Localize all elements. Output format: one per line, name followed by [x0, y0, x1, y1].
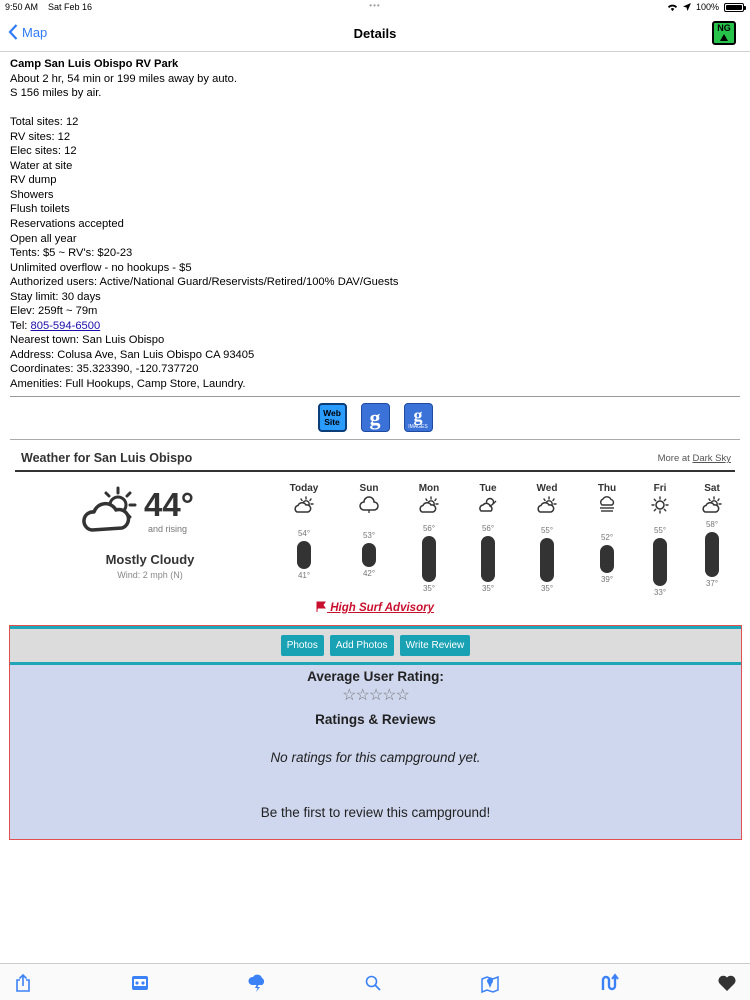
forecast-high: 55° — [653, 526, 667, 536]
forecast-day-name: Today — [289, 483, 319, 494]
first-review-prompt: Be the first to review this campground! — [260, 805, 491, 820]
navigation-bar — [0, 16, 750, 52]
weather-advisory-link[interactable] — [0, 601, 750, 614]
google-images-label: IMAGES — [408, 423, 428, 430]
forecast-day-name: Fri — [653, 483, 667, 494]
forecast-day-name: Wed — [536, 483, 558, 494]
forecast-temp-range-bar — [362, 543, 376, 567]
forecast-temp-range-bar — [705, 532, 719, 577]
page-title: Details — [353, 26, 397, 41]
status-bar — [0, 0, 750, 16]
forecast-temp-range-bar — [297, 541, 311, 569]
weather-header — [15, 446, 735, 472]
phone-link[interactable]: 805-594-6500 — [30, 319, 101, 332]
detail-line: Water at site — [10, 159, 73, 172]
ratings-reviews-title: Ratings & Reviews — [315, 712, 436, 727]
current-wind: Wind: 2 mph (N) — [117, 570, 183, 580]
review-actions — [10, 626, 741, 665]
campground-name: Camp San Luis Obispo RV Park — [10, 58, 179, 70]
tab-campground[interactable] — [129, 972, 151, 994]
search-icon — [363, 973, 383, 993]
map-icon — [480, 973, 500, 993]
tab-bar — [0, 963, 750, 1000]
forecast-high: 56° — [481, 524, 495, 534]
forecast-high: 55° — [540, 526, 554, 536]
campground-icon — [130, 973, 150, 993]
multitask-dots-icon: ••• — [369, 1, 381, 10]
google-images-icon: g — [413, 404, 423, 425]
partly-cloudy-icon — [418, 496, 440, 514]
website-button[interactable] — [318, 403, 347, 432]
forecast-high: 53° — [362, 530, 376, 540]
forecast-low: 37° — [705, 579, 719, 589]
detail-line: Reservations accepted — [10, 218, 124, 231]
google-images-button[interactable] — [404, 403, 433, 432]
battery-icon — [724, 3, 744, 12]
current-temperature: 44° — [144, 486, 194, 523]
forecast-day-name: Thu — [597, 483, 617, 494]
forecast-day-name: Sat — [704, 483, 720, 494]
forecast-high: 58° — [705, 520, 719, 529]
status-date: Sat Feb 16 — [48, 2, 93, 12]
forecast-low: 33° — [653, 588, 667, 597]
fog-icon — [596, 496, 618, 514]
forecast-temp-range-bar — [653, 538, 667, 586]
heart-icon — [717, 973, 737, 993]
forecast-temp-range-bar — [600, 545, 614, 573]
partly-cloudy-icon — [701, 496, 723, 514]
no-ratings-text: No ratings for this campground yet. — [270, 750, 481, 765]
forecast-temp-range-bar — [422, 536, 436, 581]
tab-search[interactable] — [362, 972, 384, 994]
weather-widget — [10, 446, 740, 624]
detail-line: Authorized users: Active/National Guard/Reservists/Retired/100% DAV/Guests — [10, 276, 399, 289]
forecast-low: 35° — [422, 583, 436, 593]
website-label-2: Site — [324, 416, 340, 427]
forecast-high: 52° — [600, 532, 614, 542]
forecast-low: 39° — [600, 575, 614, 585]
external-links — [10, 396, 740, 440]
add-photos-button[interactable]: Add Photos — [330, 635, 394, 656]
detail-line: Elev: 259ft ~ 79m — [10, 305, 98, 318]
forecast-day-name: Mon — [418, 483, 440, 494]
logo-arrow-icon — [720, 34, 728, 41]
weather-icon — [247, 973, 267, 993]
forecast-low: 35° — [540, 583, 554, 593]
forecast-low: 42° — [362, 568, 376, 578]
detail-line: Elec sites: 12 — [10, 145, 77, 158]
tab-weather[interactable] — [246, 972, 268, 994]
current-condition: Mostly Cloudy — [105, 552, 195, 567]
back-label: Map — [22, 24, 48, 40]
photos-button[interactable]: Photos — [281, 635, 324, 656]
detail-line: Address: Colusa Ave, San Luis Obispo CA 93405 — [10, 348, 255, 361]
forecast-high: 54° — [297, 528, 311, 538]
rating-stars: ☆☆☆☆☆ — [342, 687, 409, 704]
weather-title: Weather for San Luis Obispo — [21, 451, 193, 465]
forecast-high: 56° — [422, 524, 436, 534]
tab-map[interactable] — [479, 972, 501, 994]
partly-cloudy-icon — [293, 496, 315, 514]
detail-line: Coordinates: 35.323390, -120.737720 — [10, 363, 199, 376]
drive-distance: About 2 hr, 54 min or 199 miles away by auto. — [10, 72, 237, 85]
detail-line: RV sites: 12 — [10, 130, 71, 143]
google-search-button[interactable] — [361, 403, 390, 432]
more-prefix: More at — [657, 453, 690, 464]
air-distance: S 156 miles by air. — [10, 87, 102, 100]
share-icon — [13, 973, 33, 993]
cloud-icon — [358, 496, 380, 514]
location-icon — [683, 3, 691, 11]
detail-line: Stay limit: 30 days — [10, 290, 101, 303]
wifi-icon — [667, 3, 678, 12]
partly-cloudy-large-icon — [80, 484, 140, 540]
detail-line: Amenities: Full Hookups, Camp Store, Laundry. — [10, 378, 246, 391]
app-logo-button[interactable] — [712, 21, 736, 45]
status-right — [667, 2, 744, 12]
route-icon — [599, 973, 619, 993]
wind-icon — [477, 496, 499, 514]
tab-route[interactable] — [598, 972, 620, 994]
logo-text: NG — [717, 23, 731, 33]
flag-icon — [316, 601, 327, 612]
detail-line: Nearest town: San Luis Obispo — [10, 334, 165, 347]
detail-line: Tents: $5 ~ RV's: $20-23 — [10, 247, 133, 260]
battery-percent: 100% — [695, 2, 719, 12]
write-review-button[interactable]: Write Review — [400, 635, 471, 656]
reviews-section — [9, 625, 742, 840]
sun-icon — [649, 496, 671, 514]
advisory-text: High Surf Advisory — [330, 602, 434, 614]
detail-line: Open all year — [10, 232, 77, 245]
tab-favorites[interactable] — [716, 972, 738, 994]
phone-label: Tel: — [10, 319, 28, 332]
forecast-low: 41° — [297, 570, 311, 580]
partly-cloudy-icon — [536, 496, 558, 514]
average-rating-label: Average User Rating: — [307, 669, 444, 684]
tab-share[interactable] — [12, 972, 34, 994]
forecast-day-name: Sun — [359, 483, 379, 494]
detail-line: Unlimited overflow - no hookups - $5 — [10, 261, 192, 274]
detail-line: Flush toilets — [10, 203, 70, 216]
website-label-1: Web — [323, 407, 341, 418]
dark-sky-link[interactable]: Dark Sky — [692, 453, 731, 464]
phone-line — [10, 319, 740, 334]
detail-line: Total sites: 12 — [10, 116, 79, 129]
detail-line: Showers — [10, 188, 54, 201]
forecast-temp-range-bar — [540, 538, 554, 581]
status-time: 9:50 AM — [5, 2, 39, 12]
more-weather-link[interactable] — [658, 453, 731, 464]
detail-line: RV dump — [10, 174, 57, 187]
forecast-low: 35° — [481, 583, 495, 593]
google-icon: g — [369, 404, 381, 430]
temperature-trend: and rising — [148, 524, 188, 534]
campground-details — [10, 57, 740, 392]
forecast-day-name: Tue — [479, 483, 497, 494]
forecast-temp-range-bar — [481, 536, 495, 581]
